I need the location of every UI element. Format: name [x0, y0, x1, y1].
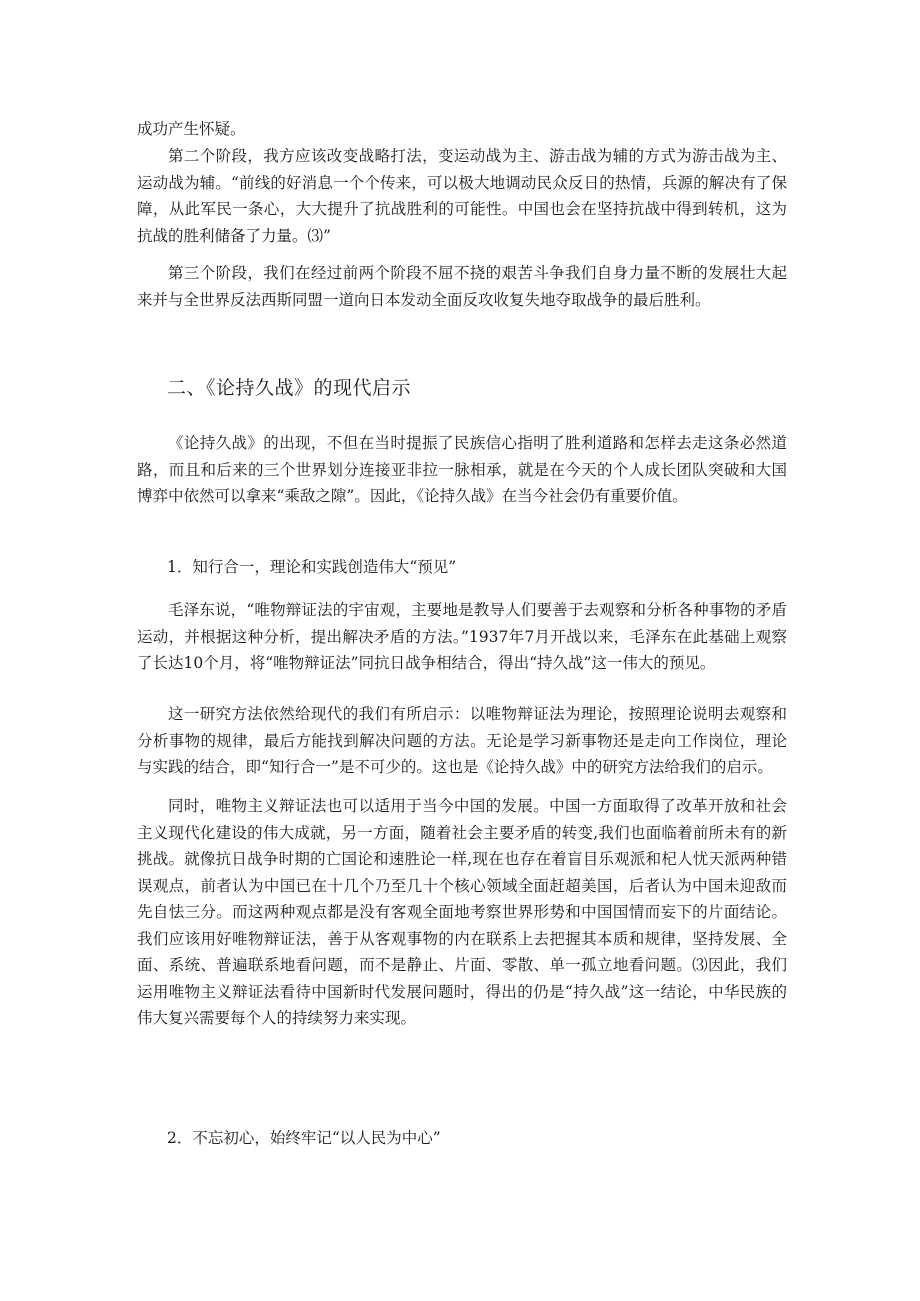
subheading-1: 1．知行合一，理论和实践创造伟大“预见”	[167, 558, 457, 576]
subheading-2: 2．不忘初心，始终牢记“以人民为中心”	[167, 1129, 441, 1147]
paragraph-1: 成功产生怀疑。	[137, 120, 246, 138]
paragraph-3: 第三个阶段，我们在经过前两个阶段不屈不挠的艰苦斗争我们自身力量不断的发展壮大起来并与全世界反法西斯同盟一道向日本发动全面反攻收复失地夺取战争的最后胜利。	[137, 264, 787, 309]
paragraph-7: 同时，唯物主义辩证法也可以适用于当今中国的发展。中国一方面取得了改革开放和社会主义现代化建设的伟大成就，另一方面，随着社会主要矛盾的转变,我们也面临着前所未有的新挑战。就像抗日战争时期的亡国论和速胜论一样,现在也存在着盲目乐观派和杞人忧天派两种错误观点，前者认为中国已在十几个乃至几十个核心领域全面赶超美国，后者认为中国未迎敌而先自怯三分。而这两种观点都是没有客观全面地考察世界形势和中国国情而妄下的片面结论。我们应该用好唯物辩证法，善于从客观事物的内在联系上去把握其本质和规律，坚持发展、全面、系统、普遍联系地看问题，而不是静止、片面、零散、单一孤立地看问题。⑶因此，我们运用唯物主义辩证法看待中国新时代发展问题时，得出的仍是“持久战”这一结论，中华民族的伟大复兴需要每个人的持续努力来实现。	[137, 797, 787, 1027]
section-heading: 二、《论持久战》的现代启示	[167, 377, 412, 399]
paragraph-4: 《论持久战》的出现，不但在当时提振了民族信心指明了胜利道路和怎样去走这条必然道路，而且和后来的三个世界划分连接亚非拉一脉相承，就是在今天的个人成长团队突破和大国博弈中依然可以拿来“乘敌之隙”。因此，《论持久战》在当今社会仍有重要价值。	[137, 434, 787, 505]
paragraph-6: 这一研究方法依然给现代的我们有所启示：以唯物辩证法为理论，按照理论说明去观察和分析事物的规律，最后方能找到解决问题的方法。无论是学习新事物还是走向工作岗位，理论与实践的结合，即“知行合一”是不可少的。这也是《论持久战》中的研究方法给我们的启示。	[137, 705, 787, 776]
paragraph-5: 毛泽东说，“唯物辩证法的宇宙观，主要地是教导人们要善于去观察和分析各种事物的矛盾运动，并根据这种分析，提出解决矛盾的方法。”1937年7月开战以来，毛泽东在此基础上观察了长达10个月，将“唯物辩证法”同抗日战争相结合，得出“持久战”这一伟大的预见。	[137, 601, 787, 672]
paragraph-2: 第二个阶段，我方应该改变战略打法，变运动战为主、游击战为辅的方式为游击战为主、运动战为辅。“前线的好消息一个个传来，可以极大地调动民众反日的热情，兵源的解决有了保障，从此军民一条心，大大提升了抗战胜利的可能性。中国也会在坚持抗战中得到转机，这为抗战的胜利储备了力量。⑶”	[137, 147, 787, 245]
